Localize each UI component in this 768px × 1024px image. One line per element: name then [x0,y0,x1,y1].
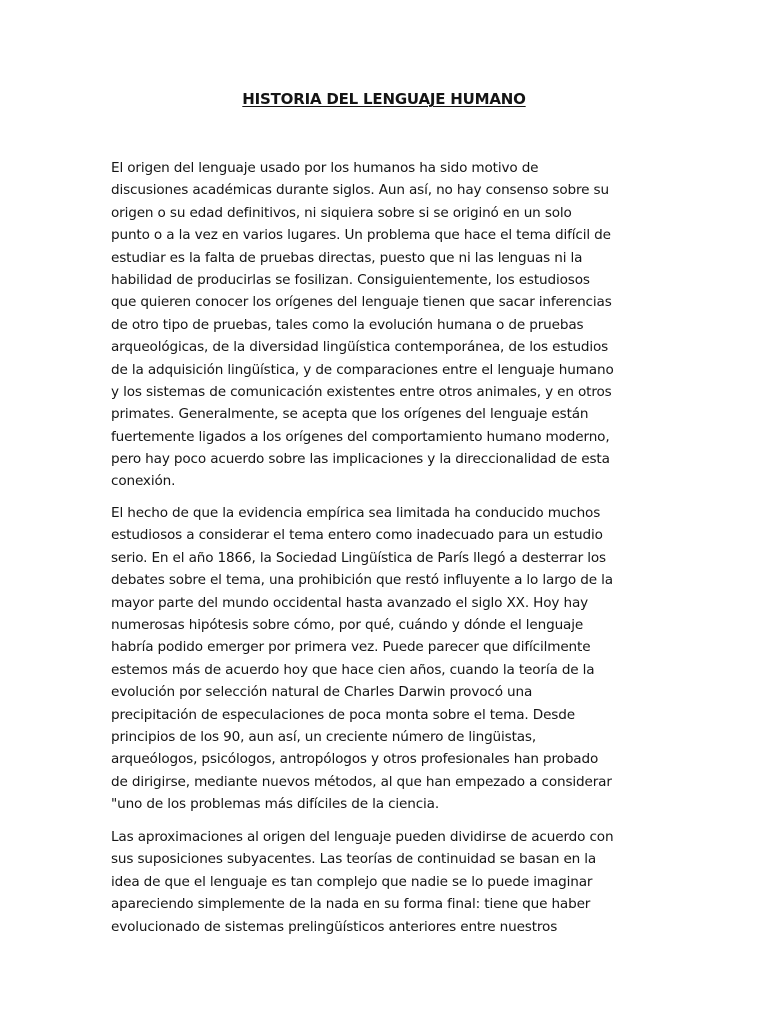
text-line: estudiosos a considerar el tema entero como inadecuado para un estudio [111,527,603,544]
text-line: estemos más de acuerdo hoy que hace cien años, cuando la teoría de la [111,661,595,678]
text-line: apareciendo simplemente de la nada en su forma final: tiene que haber [111,896,591,913]
text-line: habría podido emerger por primera vez. Puede parecer que difícilmente [111,639,591,656]
text-line: Las aproximaciones al origen del lenguaje pueden dividirse de acuerdo con [111,829,614,845]
text-line: debates sobre el tema, una prohibición que restó influyente a lo largo de la [111,572,613,589]
text-line: idea de que el lenguaje es tan complejo que nadie se lo puede imaginar [111,873,593,890]
text-line: habilidad de producirlas se fosilizan. Consiguientemente, los estudiosos [111,271,590,288]
text-line: estudiar es la falta de pruebas directas, puesto que ni las lenguas ni la [111,249,583,266]
paragraph [111,157,614,493]
paragraph [111,826,613,938]
text-line: primates. Generalmente, se acepta que los orígenes del lenguaje están [111,406,589,423]
text-line: evolucionado de sistemas prelingüísticos anteriores entre nuestros [111,918,558,935]
text-line: de dirigirse, mediante nuevos métodos, al que han empezado a considerar [111,773,612,790]
text-line: sus suposiciones subyacentes. Las teorías de continuidad se basan en la [111,851,597,868]
text-line: discusiones académicas durante siglos. Aun así, no hay consenso sobre su [111,182,609,199]
text-line: evolución por selección natural de Charles Darwin provocó una [111,684,533,701]
text-line: arqueológicas, de la diversidad lingüística contemporánea, de los estudios [111,339,609,356]
text-line: principios de los 90, aun así, un creciente número de lingüistas, [111,728,537,745]
text-line: que quieren conocer los orígenes del lenguaje tienen que sacar inferencias [111,294,612,311]
document-title: HISTORIA DEL LENGUAJE HUMANO [242,90,526,108]
text-line: conexión. [111,473,176,490]
text-line: de la adquisición lingüística, y de comparaciones entre el lenguaje humano [111,361,614,378]
text-line: de otro tipo de pruebas, tales como la evolución humana o de pruebas [111,316,584,333]
text-line: origen o su edad definitivos, ni siquiera sobre si se originó en un solo [111,204,572,221]
text-line: mayor parte del mundo occidental hasta avanzado el siglo XX. Hoy hay [111,594,589,611]
text-line: numerosas hipótesis sobre cómo, por qué, cuándo y dónde el lenguaje [111,616,584,633]
text-line: serio. En el año 1866, la Sociedad Lingüística de París llegó a desterrar los [111,549,606,566]
text-line: pero hay poco acuerdo sobre las implicaciones y la direccionalidad de esta [111,451,610,468]
text-line: El hecho de que la evidencia empírica sea limitada ha conducido muchos [111,505,601,521]
text-line: "uno de los problemas más difíciles de la ciencia. [111,796,440,813]
text-line: arqueólogos, psicólogos, antropólogos y otros profesionales han probado [111,751,599,768]
paragraph [111,502,613,815]
text-line: El origen del lenguaje usado por los humanos ha sido motivo de [111,160,539,176]
text-line: punto o a la vez en varios lugares. Un problema que hace el tema difícil de [111,227,611,244]
text-line: fuertemente ligados a los orígenes del comportamiento humano moderno, [111,428,610,445]
text-line: y los sistemas de comunicación existentes entre otros animales, y en otros [111,383,612,400]
text-line: precipitación de especulaciones de poca monta sobre el tema. Desde [111,706,575,723]
